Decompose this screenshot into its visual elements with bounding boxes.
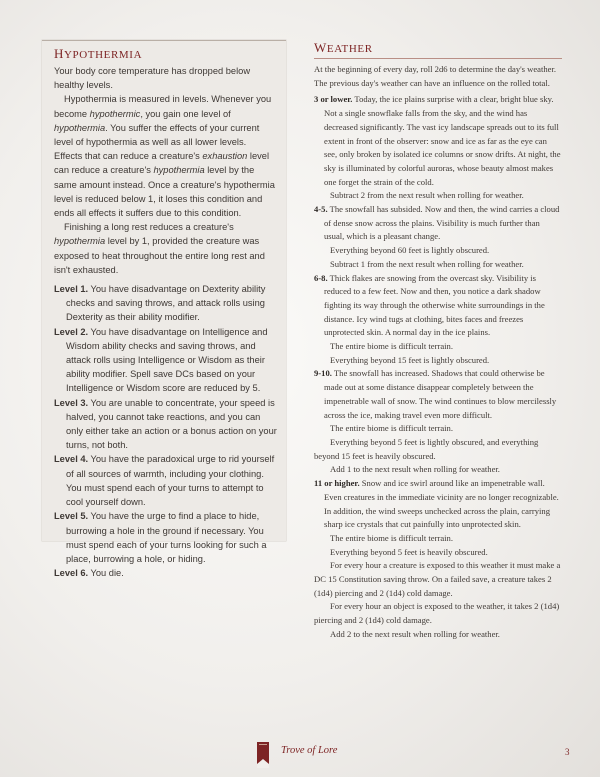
text-segment: . You suffer the effects of your current level of hypothermia as well as all lower levels. Effects that can reduce a creature's [54, 122, 260, 162]
level-label: Level 2. [54, 326, 89, 337]
footer-title: Trove of Lore [281, 745, 338, 756]
weather-effect: Subtract 1 from the next result when rolling for weather. [330, 258, 524, 269]
weather-entry [314, 477, 562, 532]
text-segment: level by 1, provided the creature was exposed to heat throughout the entire long rest and isn't exhausted. [54, 236, 265, 275]
level-label: Level 6. [54, 568, 89, 579]
emphasis-term: hypothermic [89, 108, 141, 119]
emphasis-term: exhaustion [202, 151, 248, 162]
text-segment: , you gain one level of [140, 108, 231, 119]
weather-title [314, 40, 562, 59]
weather-effect: Everything beyond 5 feet is lightly obscured, and everything beyond 15 feet is heavily obscured. [314, 436, 539, 461]
weather-section [314, 40, 562, 642]
weather-entry [314, 93, 562, 189]
weather-roll-label: 11 or higher. [314, 478, 360, 489]
hypothermia-paragraph [54, 92, 277, 220]
level-text: You are unable to concentrate, your speed is halved, you cannot take reactions, and you can only either take an action or a bonus action on your turns, not both. [66, 397, 277, 451]
weather-description: The snowfall has subsided. Now and then, the wind carries a cloud of dense snow across the plains. Visibility is much further than usual, which is a pleasant change. [324, 204, 560, 242]
page-number: 3 [565, 747, 570, 757]
bookmark-ribbon-icon [256, 742, 270, 768]
weather-roll-label: 4-5. [314, 204, 328, 215]
weather-entries [314, 93, 562, 641]
hypothermia-level-4 [54, 452, 277, 509]
hypothermia-level-1 [54, 282, 277, 325]
weather-entry [314, 203, 562, 244]
hypothermia-level-3 [54, 396, 277, 453]
level-text: You have disadvantage on Intelligence and Wisdom ability checks and saving throws, and attack rolls using Intelligence or Wisdom as their ability modifier. Spell save DCs based on your Intelligence or Wisdom score are reduced by 5. [66, 326, 268, 394]
weather-roll-label: 3 or lower. [314, 94, 353, 105]
weather-effect: The entire biome is difficult terrain. [330, 532, 453, 543]
weather-effect: Add 1 to the next result when rolling for weather. [330, 464, 500, 475]
hypothermia-title [54, 45, 277, 64]
weather-entry [314, 367, 562, 422]
text-segment: Hypothermia is measured in levels. Whenever you become [54, 94, 272, 119]
weather-effect: Everything beyond 15 feet is lightly obscured. [330, 354, 490, 365]
text-segment: level by the same amount instead. Once a creature's hypothermia level is reduced below 1, it loses this condition and ends all effects it suffers due to this condition. [54, 165, 275, 219]
text-segment: level can reduce a creature's [54, 151, 270, 176]
hypothermia-levels [54, 282, 277, 580]
level-label: Level 1. [54, 284, 89, 295]
hypothermia-title-text: HYPOTHERMIA [54, 46, 143, 61]
weather-effect: Add 2 to the next result when rolling for weather. [330, 628, 500, 639]
emphasis-term: hypothermia [153, 165, 205, 176]
text-segment: Finishing a long rest reduces a creature's [64, 222, 234, 233]
weather-effect: The entire biome is difficult terrain. [330, 341, 453, 352]
weather-effect: Everything beyond 60 feet is lightly obscured. [330, 245, 490, 256]
hypothermia-sidebar [42, 40, 286, 579]
weather-description: Thick flakes are snowing from the overcast sky. Visibility is reduced to a few feet. Now and then, you notice a dark shadow fighting its way through the otherwise white surroundings in the distance. Icy wind tugs at clothing, bites faces and freezes unprotected skin. A normal day in the ice plains. [324, 272, 545, 338]
hypothermia-level-6 [54, 566, 277, 580]
hypothermia-level-2 [54, 325, 277, 396]
level-text: You have the paradoxical urge to rid yourself of all sources of warmth, including your clothing. You must spend each of your turns to attempt to cool yourself down. [66, 454, 275, 508]
hypothermia-level-5 [54, 509, 277, 566]
weather-roll-label: 9-10. [314, 368, 332, 379]
hypothermia-paragraph [54, 220, 277, 277]
weather-description: Snow and ice swirl around like an impenetrable wall. Even creatures in the immediate vicinity are no longer recognizable. In addition, the wind sweeps unchecked across the plain, carrying sharp ice crystals that cut painfully into unprotected skin. [324, 478, 559, 530]
level-label: Level 3. [54, 397, 89, 408]
level-label: Level 5. [54, 511, 89, 522]
level-label: Level 4. [54, 454, 89, 465]
weather-effect: For every hour a creature is exposed to this weather it must make a DC 15 Constitution saving throw. On a failed save, a creature takes 2 (1d4) piercing and 2 (1d4) cold damage. [314, 560, 561, 598]
level-text: You have disadvantage on Dexterity ability checks and saving throws, and attack rolls using Dexterity as their ability modifier. [66, 284, 266, 323]
weather-roll-label: 6-8. [314, 272, 328, 283]
text-segment: Your body core temperature has dropped below healthy levels. [54, 66, 251, 91]
weather-effect: Everything beyond 5 feet is heavily obscured. [330, 546, 488, 557]
weather-effect: For every hour an object is exposed to the weather, it takes 2 (1d4) piercing and 2 (1d4) cold damage. [314, 601, 560, 626]
emphasis-term: hypothermia [54, 122, 106, 133]
level-text: You have the urge to find a place to hide, burrowing a hole in the ground if necessary. You must spend each of your turns looking for such a place, burrowing a hole, or hiding. [66, 511, 267, 564]
hypothermia-paragraph [54, 64, 277, 92]
weather-effect: The entire biome is difficult terrain. [330, 423, 453, 434]
emphasis-term: hypothermia [54, 236, 106, 247]
hypothermia-intro [54, 64, 277, 277]
weather-description: The snowfall has increased. Shadows that could otherwise be made out at some distance disappear completely between the impenetrable wall of snow. The wind continues to blow mercilessly across the ice, making travel even more difficult. [324, 368, 557, 420]
weather-entry [314, 272, 562, 341]
weather-description: Today, the ice plains surprise with a clear, bright blue sky. Not a single snowflake falls from the sky, and the wind has decreased significantly. The vast icy landscape spreads out to its full extent in front of the observer: snow and ice as far as the eye can see, only broken by isolated ice columns or snow drifts. At night, the sky is illuminated by colorful auroras, whose beauty almost makes one forget the strain of the cold. [324, 94, 561, 187]
level-text: You die. [88, 568, 124, 579]
weather-title-text: WEATHER [314, 40, 373, 55]
weather-intro: At the beginning of every day, roll 2d6 to determine the day's weather. The previous day's weather can have an influence on the rolled total. [314, 64, 557, 88]
weather-effect: Subtract 2 from the next result when rolling for weather. [330, 190, 524, 201]
